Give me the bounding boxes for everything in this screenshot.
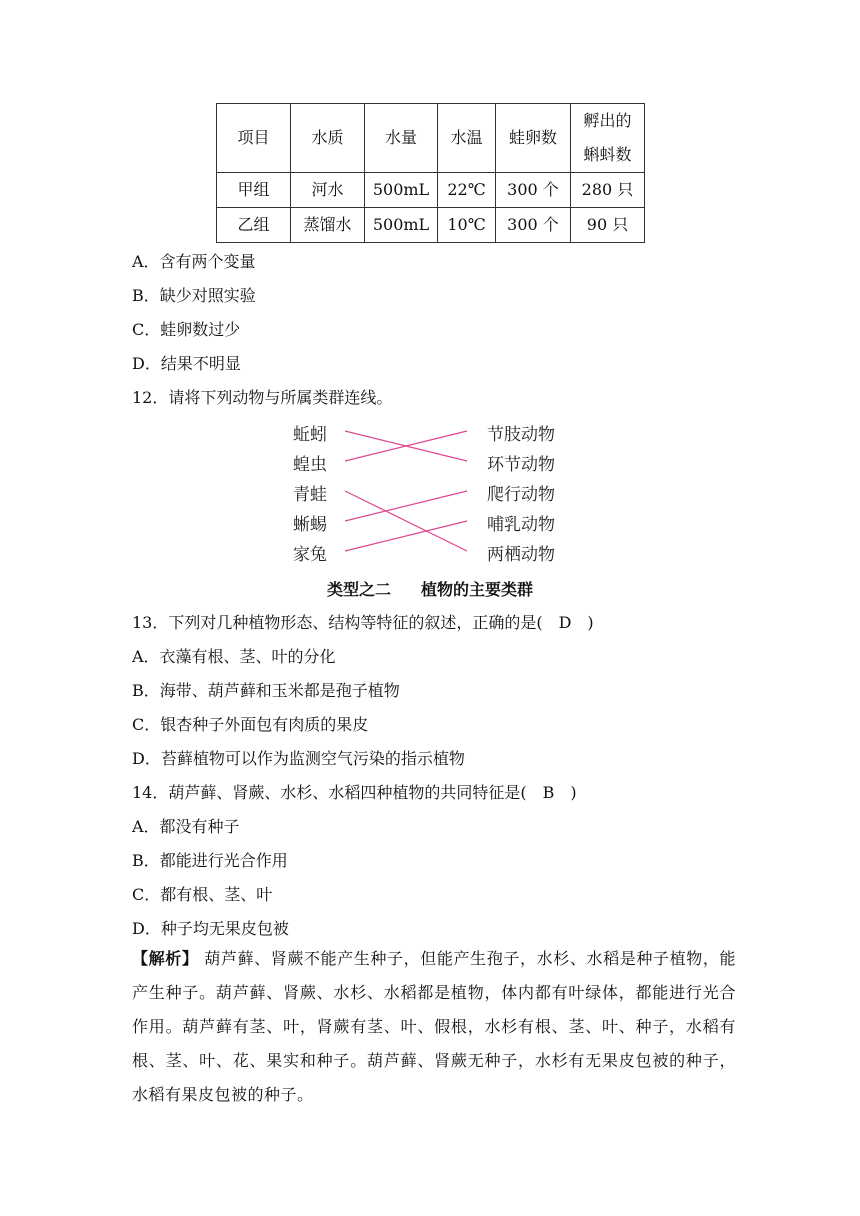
match-line <box>345 491 467 521</box>
q11-option-c: C．蛙卵数过少 <box>132 320 241 339</box>
header-line: 孵出的 <box>583 111 632 130</box>
group-label: 节肢动物 <box>487 425 555 445</box>
q14-option-c: C．都有根、茎、叶 <box>132 885 273 904</box>
table-cell: 300 个 <box>496 208 571 243</box>
q13-option-a: A．衣藻有根、茎、叶的分化 <box>132 647 336 666</box>
q14-option-b: B．都能进行光合作用 <box>132 851 288 870</box>
q14-stem: 14．葫芦藓、肾蕨、水杉、水稻四种植物的共同特征是( B ) <box>132 783 577 802</box>
match-line <box>345 521 467 551</box>
table-header-cell: 水质 <box>291 104 365 173</box>
section-title: 植物的主要类群 <box>421 580 534 599</box>
q13-option-c: C．银杏种子外面包有肉质的果皮 <box>132 715 369 734</box>
animal-label: 蝗虫 <box>293 455 327 475</box>
table-cell: 甲组 <box>217 173 291 208</box>
animal-label: 家兔 <box>293 545 327 565</box>
table-cell: 500mL <box>365 208 438 243</box>
table-header-row <box>217 104 645 173</box>
q13-option-d: D．苔藓植物可以作为监测空气污染的指示植物 <box>132 749 465 768</box>
q13-stem: 13．下列对几种植物形态、结构等特征的叙述，正确的是( D ) <box>132 613 594 632</box>
group-label: 爬行动物 <box>487 485 555 505</box>
section-heading <box>0 577 860 600</box>
match-line <box>345 491 467 551</box>
table-cell: 10℃ <box>438 208 496 243</box>
table-header-cell: 水温 <box>438 104 496 173</box>
table-cell: 90 只 <box>571 208 645 243</box>
table-cell: 河水 <box>291 173 365 208</box>
q13-option-b: B．海带、葫芦藓和玉米都是孢子植物 <box>132 681 400 700</box>
matching-figure <box>290 420 580 568</box>
analysis-paragraph <box>132 942 736 1112</box>
q11-option-b: B．缺少对照实验 <box>132 286 256 305</box>
analysis-tag: 【解析】 <box>132 949 199 968</box>
table-row <box>217 208 645 243</box>
table-cell: 22℃ <box>438 173 496 208</box>
table-header-cell: 项目 <box>217 104 291 173</box>
animal-label: 蜥蜴 <box>293 515 327 535</box>
group-label: 环节动物 <box>487 455 555 475</box>
q14-option-d: D．种子均无果皮包被 <box>132 919 289 938</box>
q14-option-a: A．都没有种子 <box>132 817 240 836</box>
table-cell: 500mL <box>365 173 438 208</box>
table-cell: 乙组 <box>217 208 291 243</box>
group-label: 哺乳动物 <box>487 515 555 535</box>
q12-stem: 12．请将下列动物与所属类群连线。 <box>132 388 393 407</box>
section-number: 类型之二 <box>326 580 391 599</box>
q11-option-a: A．含有两个变量 <box>132 252 256 271</box>
q11-option-d: D．结果不明显 <box>132 354 241 373</box>
header-line: 蝌蚪数 <box>583 145 632 164</box>
table-cell: 300 个 <box>496 173 571 208</box>
table-row <box>217 173 645 208</box>
animal-label: 蚯蚓 <box>293 425 327 445</box>
table-header-cell: 水量 <box>365 104 438 173</box>
analysis-text: 葫芦藓、肾蕨不能产生种子，但能产生孢子，水杉、水稻是种子植物，能产生种子。葫芦藓、肾蕨、水杉、水稻都是植物，体内都有叶绿体，都能进行光合作用。葫芦藓有茎、叶，肾蕨有茎、叶、假根，水杉有根、茎、叶、种子，水稻有根、茎、叶、花、果实和种子。葫芦藓、肾蕨无种子，水杉有无果皮包被的种子，水稻有果皮包被的种子。 <box>132 949 736 1104</box>
group-label: 两栖动物 <box>487 545 555 565</box>
animal-label: 青蛙 <box>293 485 327 505</box>
experiment-table <box>216 103 645 243</box>
table-cell: 蒸馏水 <box>291 208 365 243</box>
table-cell: 280 只 <box>571 173 645 208</box>
table-header-cell <box>571 104 645 173</box>
table-header-cell: 蛙卵数 <box>496 104 571 173</box>
